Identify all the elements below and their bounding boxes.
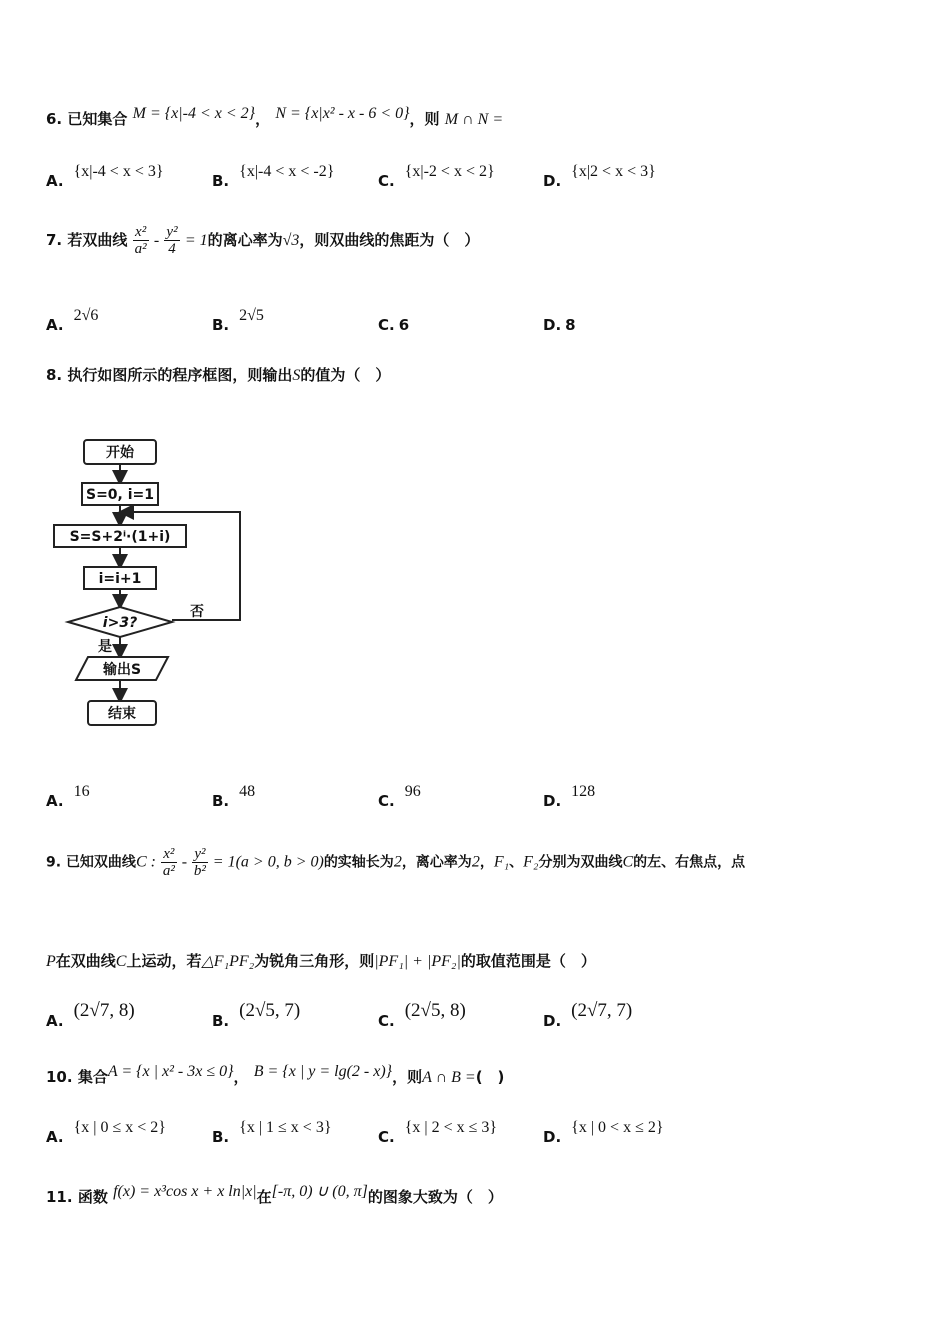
question-text: ，则 [392,1068,423,1086]
question-9-line-2 [46,950,596,971]
option-a[interactable] [46,1119,166,1147]
question-text: ，则 [409,110,440,128]
option-label: A. [46,1128,64,1146]
flowchart [44,430,254,740]
flow-decision-text: i>3? [102,615,138,631]
set-a: A = {x | x² - 3x ≤ 0} [107,1063,234,1080]
question-text: 为锐角三角形，则 [254,952,375,970]
denominator: a² [162,863,175,879]
option-b[interactable] [212,783,256,811]
option-label: D. [543,172,562,190]
option-value: (2√5, 7) [239,1000,301,1021]
question-6 [46,105,504,129]
minus-sign: - [153,232,160,249]
option-c[interactable] [378,1000,466,1032]
question-number: 9. [46,854,62,871]
question-text: 的取值范围是（ ） [460,952,596,970]
option-label: C. [378,1012,395,1030]
point-p: P [46,953,56,970]
separator: 、 [509,854,524,871]
question-number: 10. [46,1068,73,1086]
option-label: D. [543,316,562,334]
option-c[interactable] [378,783,421,811]
question-text: 函数 [77,1188,108,1206]
option-value: 16 [73,783,90,800]
question-text: 若双曲线 [67,231,128,249]
option-label: D. [543,1128,562,1146]
denominator: b² [193,863,206,879]
option-label: B. [212,792,230,810]
option-value: {x | 1 ≤ x < 3} [239,1119,332,1136]
flow-incr-text: i=i+1 [98,571,142,587]
option-value: (2√7, 8) [73,1000,135,1021]
option-label: D. [543,792,562,810]
question-text: ，则双曲线的焦距为（ ） [299,231,480,249]
question-number: 6. [46,110,63,128]
question-number: 7. [46,231,63,249]
option-value: 48 [239,783,256,800]
answer-blank: ( ) [475,1068,505,1086]
numerator: x² [161,846,177,863]
question-text: 在 [256,1188,272,1206]
option-label: D. [543,1012,562,1030]
flow-start-text: 开始 [106,445,134,461]
denominator: 4 [168,241,176,257]
option-value: 128 [571,783,596,800]
option-b[interactable] [212,163,335,191]
flow-init-text: S=0, i=1 [85,487,155,503]
option-d[interactable] [543,1119,664,1147]
question-text: 集合 [77,1068,108,1086]
option-a[interactable] [46,1000,135,1032]
option-value: {x | 0 ≤ x < 2} [73,1119,166,1136]
set-n: N = {x|x² - x - 6 < 0} [275,105,410,122]
option-label: B. [212,1128,230,1146]
axis-length-value: 2 [393,853,402,871]
option-value: 8 [565,316,576,334]
question-text: 执行如图所示的程序框图，则输出 [67,366,293,384]
flow-update-text: S=S+2ⁱ·(1+i) [69,529,171,545]
option-value: {x | 2 < x ≤ 3} [404,1119,498,1136]
option-label: C. [378,316,395,334]
question-7 [46,224,479,257]
question-8 [46,364,390,385]
option-label: B. [212,316,230,334]
equals-one: = 1 [184,232,208,249]
option-d[interactable] [543,316,576,334]
option-value: {x|-4 < x < 3} [73,163,164,180]
question-9 [46,846,745,879]
separator: ， [233,1068,249,1086]
option-value: 2√6 [73,307,99,324]
option-value: {x|-2 < x < 2} [404,163,495,180]
option-d[interactable] [543,783,596,811]
option-value: (2√7, 7) [571,1000,633,1021]
flow-output-text: 输出S [102,662,142,678]
separator: ， [479,854,494,871]
option-value: {x|-4 < x < -2} [239,163,335,180]
option-label: A. [46,316,64,334]
option-c[interactable] [378,163,495,191]
triangle-expr: △F₁PF₂ [201,953,255,970]
option-value: (2√5, 8) [404,1000,466,1021]
focus-f2: F₂ [523,853,539,871]
eccentricity-value: √3 [282,232,300,249]
flow-end-text: 结束 [108,706,136,722]
question-text: 上运动，若 [126,952,202,970]
variable-s: S [292,367,301,384]
option-label: A. [46,172,64,190]
question-text: 的离心率为 [207,231,283,249]
set-b: B = {x | y = lg(2 - x)} [253,1063,393,1080]
question-text: 的左、右焦点，点 [633,854,746,871]
option-label: A. [46,1012,64,1030]
option-d[interactable] [543,1000,633,1032]
focus-f1: F₁ [493,853,510,871]
equation-tail: = 1(a > 0, b > 0) [212,853,324,871]
numerator: y² [192,846,208,863]
option-d[interactable] [543,163,656,191]
option-c[interactable] [378,1119,498,1147]
flow-no-label: 否 [190,604,204,620]
option-label: C. [378,172,395,190]
question-text: 的值为（ ） [300,366,391,384]
curve-c: C [622,853,634,871]
question-number: 11. [46,1188,73,1206]
curve-label: C : [135,853,156,871]
option-a[interactable] [46,163,164,191]
question-text: 已知集合 [67,110,128,128]
option-value: 6 [398,316,410,334]
question-11 [46,1183,503,1207]
intersection-expr: M ∩ N = [444,111,504,128]
option-label: A. [46,792,64,810]
option-value: {x | 0 < x ≤ 2} [571,1119,664,1136]
question-text: 的实轴长为 [323,854,394,871]
question-text: 的图象大致为（ ） [367,1188,503,1206]
option-b[interactable] [212,307,264,335]
question-number: 8. [46,366,63,384]
option-value: 96 [404,783,421,800]
function-expr: f(x) = x³cos x + x ln|x| [113,1183,257,1200]
fraction-y2-4 [164,224,179,257]
option-label: B. [212,172,230,190]
option-b[interactable] [212,1000,301,1032]
question-text: ，离心率为 [401,854,472,871]
numerator: x² [133,224,149,241]
question-10 [46,1063,505,1087]
option-b[interactable] [212,1119,332,1147]
fraction-x2-a2 [161,846,177,879]
curve-c: C [115,953,127,970]
eccentricity-value: 2 [471,853,480,871]
option-a[interactable] [46,307,99,335]
separator: ， [255,110,271,128]
option-value: 2√5 [239,307,264,324]
option-label: C. [378,792,395,810]
numerator: y² [166,224,178,240]
option-value: {x|2 < x < 3} [571,163,656,180]
fraction-x2-a2 [133,224,149,257]
domain-expr: [-π, 0) ∪ (0, π] [271,1183,368,1200]
flow-yes-label: 是 [98,639,112,655]
denominator: a² [134,241,147,257]
question-text: 分别为双曲线 [538,854,623,871]
fraction-y2-b2 [192,846,208,879]
distance-sum-expr: |PF₁| + |PF₂| [374,953,461,970]
set-m: M = {x|-4 < x < 2} [132,105,256,122]
option-c[interactable] [378,316,409,334]
question-text: 在双曲线 [55,952,116,970]
option-label: C. [378,1128,395,1146]
question-text: 已知双曲线 [65,854,136,871]
minus-sign: - [181,853,188,871]
option-a[interactable] [46,783,90,811]
option-label: B. [212,1012,230,1030]
intersection-expr: A ∩ B = [422,1069,476,1086]
